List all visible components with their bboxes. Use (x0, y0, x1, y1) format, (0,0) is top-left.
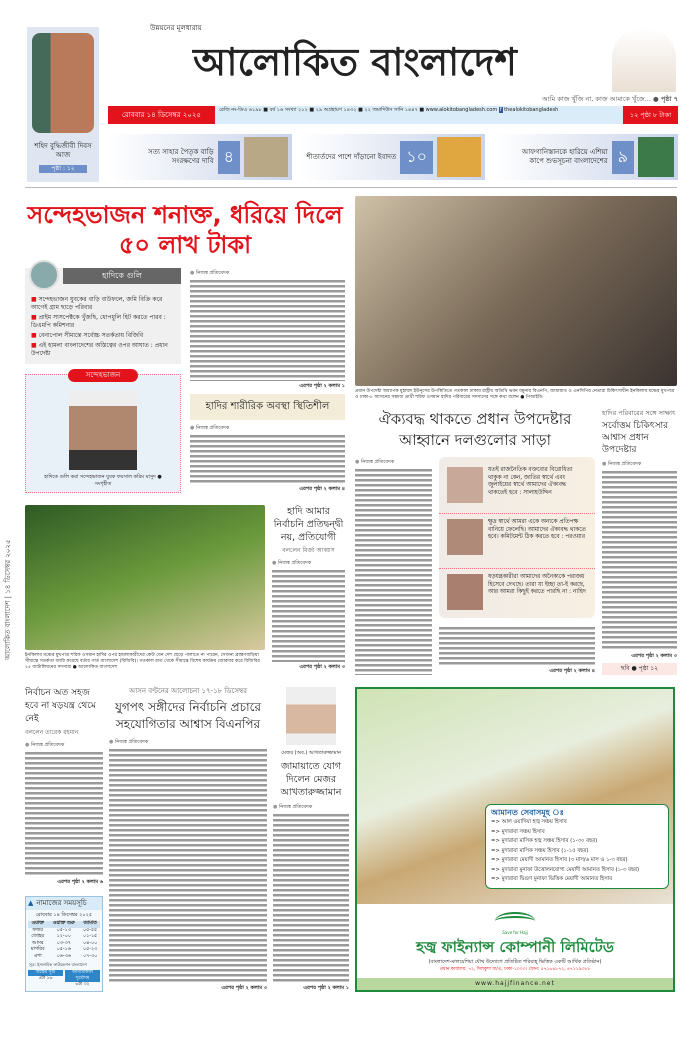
prayer-times-box (25, 896, 103, 992)
arrow-icon: => (491, 857, 500, 863)
suspect-caption: হাদিকে গুলি করা সন্দেহভাজন যুবক ফয়সাল করিম মাসুদ ● সংগৃহীত (44, 474, 162, 487)
col-header: ওয়াক্ত শুরু (48, 921, 80, 928)
teaser-2[interactable] (494, 134, 678, 180)
lead-body (190, 279, 345, 381)
sunrise-value: ৬টা ৩২ (75, 981, 90, 987)
service-item (491, 856, 663, 866)
service-item (491, 837, 663, 847)
company-url[interactable]: www.hajjfinance.net (357, 978, 673, 990)
unity-body-bottom (439, 626, 595, 666)
service-text: মুদারাবা মুনাফা উত্তোলনযোগ্য মেয়াদী আমানত হিসাব (১-৩ বছর) (501, 866, 640, 873)
unity-byline: ● নিজস্ব প্রতিবেদক (355, 459, 432, 466)
prayer-title-text: নামাজের সময়সূচি (36, 899, 87, 907)
quote-2 (439, 569, 595, 618)
quote-page: ● পৃষ্ঠা ৭ (653, 95, 678, 103)
bullet: ■ সন্দেহভাজন যুবকের বাড়ি বাউফলে, জমি বিক্রি করে আগেই গ্রাম ছাড়ে পরিবার (31, 296, 163, 311)
quote-text: ষড়যন্ত্রকারীরা আমাদের অনৈক্যকে পরাজয় হিসেবে দেখছে। তারা যা ইচ্ছা তা-ই করছে, আর আমরা কিছুই করতে পারছি না : নাহিদ (488, 574, 586, 595)
lead-headline[interactable]: সন্দেহভাজন শনাক্ত, ধরিয়ে দিলে ৫০ লাখ টাকা (27, 201, 343, 259)
hadi-bullets (25, 284, 181, 358)
teasers (108, 134, 678, 180)
bgb-photo (25, 505, 265, 650)
suspect-photo (69, 390, 137, 470)
tarique-col (25, 687, 103, 992)
left-panel-title: শহিদ বুদ্ধিজীবী দিবস আজ (34, 142, 92, 159)
teaser-page: ১০ (400, 141, 433, 174)
meeting-photo-caption: প্রধান উপদেষ্টা অধ্যাপক মুহাম্মদ ইউনূসের উপস্থিতিতে গতকাল ঢাকায় রাষ্ট্রীয় অতিথি ভবন যমুনায় বিএনপি, জামায়াত ও এনসিপির নেতারা চিকিৎসাধীন ইনকিলাব মঞ্চের মুখপাত্র ও ঢাকা-৮ আসনের সম্ভাব্য প্রার্থী শরিফ ওসমান হাদির পরিবারের সদস্যদের সঙ্গে কথা বলেন ● পিআইডি (355, 389, 675, 400)
akhtar-headline[interactable]: জামায়াতে যোগ দিলেন মেজর আখতারুজ্জামান (280, 761, 342, 798)
facebook-handle[interactable]: thealokitobangladesh (504, 107, 559, 113)
tarique-continued[interactable]: এরপর পৃষ্ঠা ২ কলাম ৬ (57, 879, 103, 885)
cell: ০১-১৫ (82, 934, 98, 939)
issue-info-text: রেজি নং-ডিএ ৬১৯৮ ■ বর্ষ ১৬ সংখ্যা ২০২ ■ ২৯ অগ্রহায়ণ ১৪৩২ ■ ২২ জমাদিউস সানি ১৪৪৭ ■ www.alokitobangladesh.com (219, 107, 498, 113)
bnp-continued[interactable]: এরপর পৃষ্ঠা ২ কলাম ৩ (221, 984, 267, 991)
sunset-label: অস্তের সূচি (28, 970, 63, 976)
family-photo-ref[interactable]: ছবি ● পৃষ্ঠা ১২ (602, 663, 677, 675)
unity-body-left (355, 468, 432, 675)
arrow-icon: => (491, 866, 500, 873)
akhtar-photo-caption: মেজর (অব.) আখতারুজ্জামান (281, 750, 341, 756)
company-address: প্রধান কার্যালয়: ৭২, দিলকুশা বা/এ, ঢাকা-১০০০। ফোন: ৫৭১৬৪৮৭২, ৪৭১১৯৩৮৮ (439, 967, 591, 972)
lead-columns (25, 268, 345, 493)
family-kicker: হাদির পরিবারের সঙ্গে সাক্ষাৎ (602, 409, 676, 417)
company-name: হজ্ব ফাইন্যান্স কোম্পানী লিমিটেড (416, 938, 614, 956)
table-row (28, 947, 101, 954)
cell: মাগরিব (30, 947, 45, 952)
memorial-photo (32, 33, 94, 133)
service-text: মুদারাবা সঞ্চয় হিসাব (501, 828, 545, 835)
health-headline[interactable]: হাদির শারীরিক অবস্থা স্থিতিশীল (190, 394, 345, 420)
tarique-body (25, 751, 103, 877)
akhtar-body (273, 813, 349, 983)
lead-continued[interactable]: এরপর পৃষ্ঠা ২ কলাম ১ (299, 383, 345, 389)
prayer-table (28, 921, 101, 960)
teaser-page: ৪ (218, 141, 240, 174)
bullet: ■ বেনাপোল সীমান্তে সর্বোচ্চ সতর্কতায় বিজিবি (31, 332, 144, 339)
quote-text: আমি কাজ খুঁজি না, কাজ আমাকে খুঁজে... (542, 95, 651, 103)
service-item (491, 818, 663, 828)
quote-text: যতই রাজনৈতিক বক্তব্যের বিরোধিতা থাকুক না কেন, জাতির স্বার্থে এবং জুলাইয়ের স্বার্থে আমাদের ঐক্যবদ্ধ থাকতেই হবে : সালাহউদ্দিন (488, 467, 573, 496)
service-text: আল ওয়াদিয়া হজ্ব সঞ্চয় হিসাব (501, 819, 567, 825)
sunrise (65, 970, 100, 988)
service-text: মুদারাবা মাসিক হজ্ব সঞ্চয় হিসাব (১-৩০ বছর) (501, 838, 598, 844)
left-promo-panel[interactable] (27, 27, 99, 182)
bnp-kicker: আসন বণ্টনের আলোচনা ১৭-১৮ ডিসেম্বর (129, 687, 247, 695)
lead-col-a (25, 268, 181, 493)
bnp-byline: ● নিজস্ব প্রতিবেদক (109, 739, 267, 746)
parwar-photo (447, 519, 483, 555)
columnist-quote (542, 95, 678, 104)
bgb-col (25, 505, 265, 671)
date-bar (108, 106, 678, 124)
masthead-divider (25, 187, 677, 188)
arrow-icon: => (491, 847, 500, 854)
family-col (602, 409, 677, 675)
meeting-photo (355, 196, 677, 386)
lead-col-b (190, 268, 345, 493)
suspect-label: সন্দেহভাজন (68, 369, 138, 382)
bgb-photo-caption: ইনকিলাব মঞ্চের মুখপাত্র শরিফ ওসমান হাদির ওপর হামলাকারীদের কেউ যেন দেশ ছেড়ে পালাতে না পারেন, সেজন্য ব্রাহ্মণবাড়িয়া সীমান্তে সতর্কতা জারি করেছে বর্ডার গার্ড বাংলাদেশ (বিজিবি)। গতকাল রাত থেকে সীমান্তে বিশেষ কার্যক্রম জোরদার করে বিজিবির ২৫ ব্যাটালিয়নের সদস্যরা ● আলোকিত বাংলাদেশ (25, 653, 260, 670)
mirza-continued[interactable]: এরপর পৃষ্ঠা ২ কলাম ৩ (299, 664, 345, 670)
side-strip: আলোকিত বাংলাদেশ | ১৪ ডিসেম্বর ২০২৫ (4, 539, 12, 660)
mirza-body (272, 569, 345, 662)
quote-0 (439, 457, 595, 514)
service-item (491, 828, 663, 838)
unity-columns (355, 457, 595, 675)
mirza-col (272, 505, 345, 671)
teaser-text: শীতার্তদের পাশে দাঁড়ানো ইবাদত (306, 152, 397, 161)
bullet-icon: ■ (31, 314, 39, 321)
cell: ০৪-০০ (82, 940, 98, 946)
unity-col-right (439, 457, 595, 675)
arrow-icon: => (491, 819, 500, 825)
quotes-box (439, 457, 595, 618)
bullet: ■ প্রাইম সাসপেক্টকে খুঁজছি, ধোপধুলি হিট করতে পারব : ডিএমপি কমিশনার (31, 314, 166, 329)
unity-col-left (355, 457, 432, 675)
service-item (491, 875, 663, 885)
tarique-headline[interactable]: নির্বাচন অত সহজ হবে না ষড়যন্ত্র থেমে নেই (25, 688, 96, 724)
health-continued[interactable]: এরপর পৃষ্ঠা ২ কলাম ৪ (299, 486, 345, 492)
akhtar-col (273, 687, 349, 992)
company-desc: (বাংলাদেশ-মালয়েশিয়া যৌথ উদ্যোগে প্রতিষ্ঠিত শরিয়াহ্ ভিত্তিক একটি আর্থিক প্রতিষ্ঠান) (428, 959, 602, 965)
teaser-text: সত্য সাহার পৈতৃক বাড়ি সংরক্ষণের দাবি (148, 148, 214, 165)
prayer-title (26, 897, 102, 910)
lead-byline: ● নিজস্ব প্রতিবেদক (190, 270, 345, 277)
facebook-icon: f (499, 107, 502, 113)
quote-1 (439, 514, 595, 569)
mirza-byline: ● নিজস্ব প্রতিবেদক (272, 560, 345, 567)
service-text: মুদারাবা মাসিক সঞ্চয় হিসাব (১-১৫ বছর) (501, 847, 589, 854)
bnp-body (109, 748, 267, 983)
logo-tagline: Save for Hajj (502, 930, 528, 935)
cell: ১২-০০ (56, 934, 71, 939)
quote-text: ক্ষুদ্র স্বার্থে আমরা একে অন্যকে প্রতিপক্ষ বানিয়ে ফেলেছি। আমাদের ঐক্যবদ্ধ থাকতে হবে। কমিটমেন্ট ঠিক করতে হবে : পরওয়ার (488, 519, 586, 540)
akhtaruzzaman-photo (286, 687, 336, 745)
arrow-icon: => (491, 876, 500, 882)
col-header: জামাত (80, 921, 101, 928)
issue-date: রোববার ১৪ ডিসেম্বর ২০২৫ (108, 106, 215, 124)
bottom-section (25, 687, 677, 992)
price: ১২ পৃষ্ঠা ৮ টাকা (623, 106, 678, 124)
left-panel-page: পৃষ্ঠা : ১২ (39, 165, 87, 173)
cell: ০৬-৩৬ (56, 953, 71, 959)
health-body (190, 434, 345, 484)
cell: ০৫-২৩ (82, 947, 98, 952)
cell: আসর (31, 940, 44, 946)
teaser-1[interactable] (301, 134, 485, 180)
logo: আলোকিত বাংলাদেশ (193, 39, 517, 84)
hadi-box-title: হাদিকে গুলি (63, 268, 181, 284)
service-text: মুদারাবা দ্বিগুণ মুনাফা ভিত্তিক মেয়াদী আমানত হিসাব (501, 876, 613, 882)
cell: ০৫-৫৫ (82, 927, 98, 933)
cell: ফজর (32, 927, 43, 933)
bullet-icon: ■ (31, 296, 39, 303)
prayer-date: রোববার ১৪ ডিসেম্বর ২০২৫ (35, 912, 93, 918)
services-box (485, 804, 669, 889)
family-headline[interactable]: সর্বোত্তম চিকিৎসার আশ্বাস প্রধান উপদেষ্টার (602, 421, 669, 455)
cell: ০৭-৩০ (82, 953, 98, 959)
tarique-sub: বললেন তারেক রহমান (25, 729, 79, 736)
health-byline: ● নিজস্ব প্রতিবেদক (190, 425, 345, 432)
bullet-icon: ■ (31, 332, 39, 339)
mirza-headline[interactable]: হাদি আমার নির্বাচনি প্রতিদ্বন্দ্বী নয়, প্রতিযোগী (273, 506, 344, 543)
unity-headline[interactable]: ঐক্যবদ্ধ থাকতে প্রধান উপদেষ্টার আহ্বানে দলগুলোর সাড়া (378, 410, 572, 449)
salahuddin-photo (447, 467, 483, 503)
col-header: ওয়াক্ত (28, 921, 48, 928)
prayer-source: সূত্র: ইসলামিক ফাউন্ডেশন বাংলাদেশ (29, 962, 87, 967)
sun-times (26, 970, 102, 988)
teaser-text: আফগানিস্তানকে হারিয়ে এশিয়া কাপে শুভসূচনা বাংলাদেশের (522, 148, 608, 165)
family-continued[interactable]: এরপর পৃষ্ঠা ২ কলাম ৩ (631, 653, 677, 659)
hadi-box (25, 268, 181, 364)
bgb-row (25, 505, 345, 671)
hadi-box-photo (29, 260, 59, 290)
bullet: ■ এই হামলা বাংলাদেশের অস্তিত্বের ওপর আঘাত : প্রধান উপদেষ্টা (31, 342, 168, 357)
service-text: মুদারাবা মেয়াদী আমানত হিসাব (৩ মাস/৬ মাস ও ১-৩ বছর) (501, 857, 628, 863)
arrow-icon: => (491, 838, 500, 844)
sunrise-label: আগামীকাল সূর্যোদয় (65, 970, 100, 982)
service-item (491, 866, 663, 876)
mirza-sub: বললেন মির্জা আব্বাস (282, 547, 335, 554)
table-row (28, 954, 101, 961)
teaser-0[interactable] (108, 134, 292, 180)
coins-image (357, 689, 673, 904)
sunset (28, 970, 63, 988)
top-section (25, 196, 677, 675)
cell: জোহর (31, 934, 45, 939)
cell: ০৫-১৬ (56, 947, 71, 952)
unity-continued[interactable]: এরপর পৃষ্ঠা ২ কলাম ৪ (549, 668, 595, 674)
bullet-icon: ■ (31, 342, 39, 349)
issue-info (215, 106, 623, 124)
akhtar-byline: ● নিজস্ব প্রতিবেদক (273, 804, 349, 811)
unity-area (355, 409, 595, 675)
cell: ০৩-৩৭ (56, 940, 71, 946)
family-body (602, 470, 677, 651)
tarique-byline: ● নিজস্ব প্রতিবেদক (25, 742, 103, 749)
unity-row (355, 409, 677, 675)
services-title: আমানত সেবাসমূহ ঃ (491, 808, 564, 817)
nahid-photo (447, 574, 483, 610)
bnp-headline[interactable]: যুগপৎ সঙ্গীদের নির্বাচনি প্রচারে সহযোগিতার আশ্বাস বিএনপির (115, 700, 261, 731)
hajj-logo-icon (495, 912, 535, 930)
teaser-page: ৯ (612, 141, 634, 174)
arrow-icon: => (491, 828, 500, 835)
sunset-value: ৫টা ১৬ (38, 975, 53, 981)
ad-footer (357, 904, 673, 978)
content (25, 196, 677, 992)
table-row (28, 934, 101, 941)
teaser-photo (638, 137, 674, 177)
right-section (355, 196, 677, 675)
service-item (491, 847, 663, 857)
teaser-photo (244, 137, 288, 177)
cell: এশা (33, 953, 42, 959)
lead-section (25, 196, 345, 675)
akhtar-continued[interactable]: এরপর পৃষ্ঠা ২ কলাম ১ (303, 984, 349, 991)
tagline: উন্নয়নের মূলধারায় (150, 24, 202, 32)
hajj-finance-ad[interactable] (355, 687, 675, 992)
teaser-photo (437, 137, 481, 177)
mosque-icon: ▲ (28, 899, 34, 907)
suspect-box (25, 371, 181, 493)
columnist-photo (612, 28, 676, 92)
cell: ০৫-১৩ (56, 927, 71, 933)
bnp-col (109, 687, 267, 992)
family-byline: ● নিজস্ব প্রতিবেদক (602, 461, 677, 468)
